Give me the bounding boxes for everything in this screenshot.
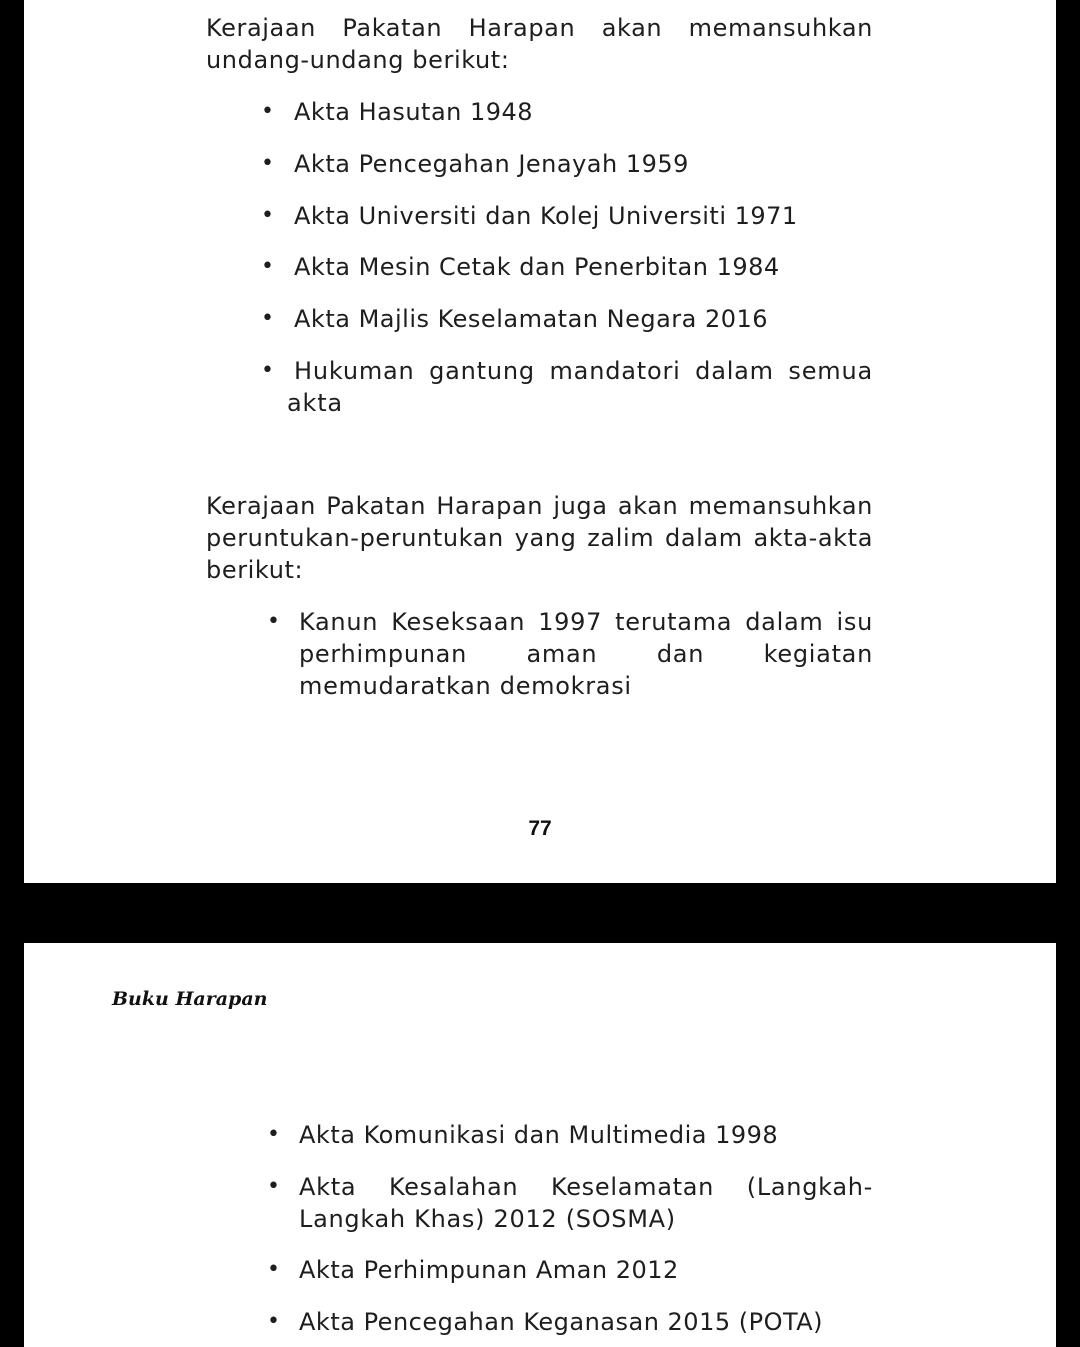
- bullet: •: [261, 254, 274, 279]
- page-number: 77: [528, 817, 552, 840]
- document-page-78: [24, 943, 1056, 1347]
- list-item: Akta Hasutan 1948: [294, 98, 534, 126]
- list-item: Akta Pencegahan Keganasan 2015 (POTA): [299, 1308, 824, 1336]
- bullet: •: [261, 306, 274, 331]
- running-head: Buku Harapan: [112, 988, 268, 1010]
- list-item: Akta Perhimpunan Aman 2012: [299, 1256, 679, 1284]
- bullet: •: [267, 609, 280, 634]
- bullet: •: [261, 358, 274, 383]
- list-item: Akta Kesalahan Keselamatan (Langkah-Langkah Khas) 2012 (SOSMA): [299, 1173, 873, 1233]
- bullet: •: [267, 1309, 280, 1334]
- bullet: •: [261, 99, 274, 124]
- list-item: Akta Majlis Keselamatan Negara 2016: [294, 305, 769, 333]
- bullet: •: [267, 1122, 280, 1147]
- list-item: Akta Universiti dan Kolej Universiti 1971: [294, 202, 798, 230]
- bullet: •: [267, 1174, 280, 1199]
- bullet: •: [261, 203, 274, 228]
- list-item: Akta Pencegahan Jenayah 1959: [294, 150, 689, 178]
- list-item: Hukuman gantung mandatori dalam semua akta: [287, 357, 873, 417]
- intro-paragraph: Kerajaan Pakatan Harapan akan memansuhkan undang-undang berikut:: [206, 14, 873, 74]
- list-item: Kanun Keseksaan 1997 terutama dalam isu perhimpunan aman dan kegiatan memudaratkan demokrasi: [299, 608, 873, 700]
- list-item: Akta Mesin Cetak dan Penerbitan 1984: [294, 253, 780, 281]
- bullet: •: [267, 1257, 280, 1282]
- list-item: Akta Komunikasi dan Multimedia 1998: [299, 1121, 779, 1149]
- intro2-paragraph: Kerajaan Pakatan Harapan juga akan memansuhkan peruntukan-peruntukan yang zalim dalam akta-akta berikut:: [206, 492, 873, 584]
- document-page-77: [24, 0, 1056, 883]
- bullet: •: [261, 151, 274, 176]
